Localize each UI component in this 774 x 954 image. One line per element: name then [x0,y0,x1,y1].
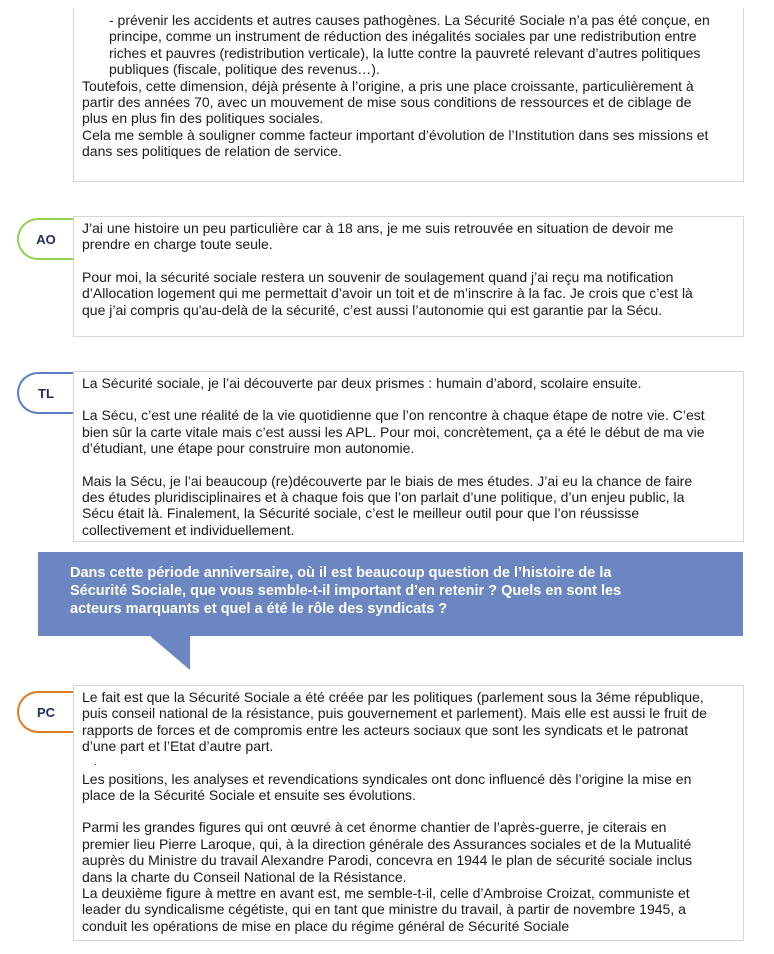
stray-dot: . [94,756,97,768]
speaker-badge-pc: PC [17,691,73,733]
text-line: d’étudiant, une étape pour construire mon autonomie. [82,440,415,457]
text-line: partir des années 70, avec un mouvement de mise sous conditions de ressources et de ciblage de [82,94,692,111]
text-line: Toutefois, cette dimension, déjà présente à l’origine, a pris une place croissante, particulièrement à [82,77,694,94]
text-line: place de la Sécurité Sociale et ensuite ses évolutions. [82,787,416,804]
text-line: Pour moi, la sécurité sociale restera un souvenir de soulagement quand j’ai reçu ma notification [82,268,674,285]
text-line: Sécu était là. Finalement, la Sécurité sociale, c’est le meilleur outil pour que l’on réussisse [82,505,640,522]
text-line: Cela me semble à souligner comme facteur important d’évolution de l’Institution dans ses missions et [82,126,709,143]
text-line: leader du syndicalisme cégétiste, qui en tant que ministre du travail, à partir de novembre 1945, a [82,901,686,918]
text-line: collectivement et individuellement. [82,521,295,538]
intro-text-box [73,8,744,182]
text-line: d’une part et l’Etat d’autre part. [82,738,274,755]
text-line: J’ai une histoire un peu particulière car à 18 ans, je me suis retrouvée en situation de devoir me [82,220,674,236]
text-line: premier lieu Pierre Laroque, qui, à la direction générale des Assurances sociales et de la Mutualité [82,835,692,852]
bullet-line: publiques (fiscale, politique des revenus…). [109,61,380,78]
text-line: Les positions, les analyses et revendications syndicales ont donc influencé dès l’origine la mise en [82,770,692,787]
question-line: Sécurité Sociale, que vous semble-t-il important d’en retenir ? Quels en sont les [70,583,622,599]
text-line: auprès du Ministre du travail Alexandre Parodi, concevra en 1944 le plan de sécurité sociale inclus [82,852,693,869]
text-line: conduit les opérations de mise en place du régime général de Sécurité Sociale [82,917,570,934]
callout-tail [150,636,190,670]
question-text [70,564,710,618]
text-line: que j’ai compris qu'au-delà de la sécurité, c’est aussi l’autonomie qui est garantie par la Sécu. [82,301,663,318]
text-line: puis conseil national de la résistance, puis gouvernement et parlement). Mais elle est aussi le fruit de [82,705,707,722]
question-line: acteurs marquants et quel a été le rôle des syndicats ? [70,601,448,617]
text-line: dans la charte du Conseil National de la Résistance. [82,868,407,885]
question-callout [38,552,743,636]
text-line: La deuxième figure à mettre en avant est, me semble-t-il, celle d’Ambroise Croizat, communiste et [82,885,690,902]
pc-text-box [73,685,744,941]
bullet-line: principe, comme un instrument de réduction des inégalités sociales par une redistribution entre [109,28,697,45]
text-line: d’Allocation logement qui me permettait d’avoir un toit et de m’inscrire à la fac. Je crois que c’est là [82,285,693,302]
text-line: Le fait est que la Sécurité Sociale a été créée par les politiques (parlement sous la 3éme république, [82,689,704,705]
tl-text-box [73,371,744,542]
text-line: Parmi les grandes figures qui ont œuvré à cet énorme chantier de l’après-guerre, je citerais en [82,819,667,836]
text-line: des études pluridisciplinaires et à chaque fois que l’on parlait d’une politique, d’un enjeu public, la [82,489,685,506]
text-line: rapports de forces et de compromis entre les acteurs sociaux que sont les syndicats et le patronat [82,721,689,738]
question-line: Dans cette période anniversaire, où il est beaucoup question de l’histoire de la [70,565,612,581]
bullet-line: - prévenir les accidents et autres causes pathogènes. La Sécurité Sociale n’a pas été conçue, en [109,12,710,28]
text-line: dans ses politiques de relation de service. [82,143,342,160]
ao-text-box [73,216,744,337]
text-line: La Sécu, c’est une réalité de la vie quotidienne que l’on rencontre à chaque étape de notre vie. C’est [82,407,705,424]
text-line: Mais la Sécu, je l’ai beaucoup (re)découverte par le biais de mes études. J’ai eu la chance de faire [82,472,693,489]
text-line: bien sûr la carte vitale mais c’est aussi les APL. Pour moi, concrètement, ça a été le début de ma vie [82,423,705,440]
text-line: prendre en charge toute seule. [82,236,273,253]
speaker-badge-tl: TL [17,372,73,414]
bullet-line: riches et pauvres (redistribution verticale), la lutte contre la pauvreté relevant d’autres politiques [109,44,701,61]
text-line: La Sécurité sociale, je l’ai découverte par deux prismes : humain d’abord, scolaire ensuite. [82,375,642,391]
text-line: plus en plus fin des politiques sociales. [82,110,324,127]
speaker-badge-ao: AO [17,218,73,260]
